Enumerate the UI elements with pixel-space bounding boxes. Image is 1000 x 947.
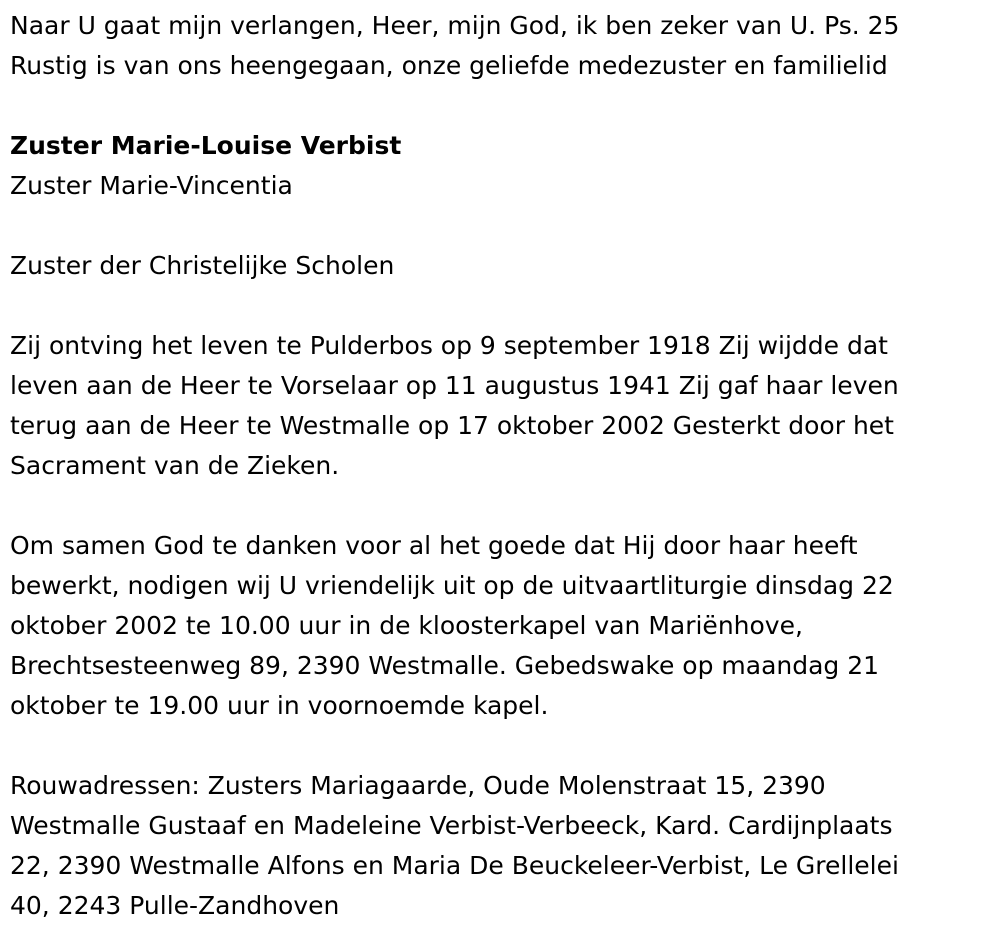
- deceased-name: Zuster Marie-Louise Verbist: [10, 131, 402, 160]
- invitation-paragraph-line: bewerkt, nodigen wij U vriendelijk uit op de uitvaartliturgie dinsdag 22: [10, 571, 894, 600]
- obituary-document: [10, 6, 995, 926]
- condolences-paragraph-line: 40, 2243 Pulle-Zandhoven: [10, 891, 340, 920]
- spacer: [10, 726, 995, 766]
- life-paragraph-line: terug aan de Heer te Westmalle op 17 oktober 2002 Gesterkt door het: [10, 411, 894, 440]
- life-paragraph-line: leven aan de Heer te Vorselaar op 11 augustus 1941 Zij gaf haar leven: [10, 371, 899, 400]
- congregation: Zuster der Christelijke Scholen: [10, 251, 395, 280]
- intro-psalm-line: Naar U gaat mijn verlangen, Heer, mijn God, ik ben zeker van U. Ps. 25: [10, 11, 900, 40]
- intro-announcement-line: Rustig is van ons heengegaan, onze geliefde medezuster en familielid: [10, 51, 888, 80]
- condolences-paragraph-line: Westmalle Gustaaf en Madeleine Verbist-Verbeeck, Kard. Cardijnplaats: [10, 811, 893, 840]
- spacer: [10, 486, 995, 526]
- spacer: [10, 206, 995, 246]
- religious-name: Zuster Marie-Vincentia: [10, 171, 293, 200]
- life-paragraph-line: Sacrament van de Zieken.: [10, 451, 340, 480]
- life-paragraph-line: Zij ontving het leven te Pulderbos op 9 september 1918 Zij wijdde dat: [10, 331, 888, 360]
- condolences-paragraph-line: Rouwadressen: Zusters Mariagaarde, Oude Molenstraat 15, 2390: [10, 771, 826, 800]
- condolences-paragraph-line: 22, 2390 Westmalle Alfons en Maria De Beuckeleer-Verbist, Le Grellelei: [10, 851, 899, 880]
- spacer: [10, 86, 995, 126]
- invitation-paragraph-line: oktober 2002 te 10.00 uur in de kloosterkapel van Mariënhove,: [10, 611, 803, 640]
- spacer: [10, 286, 995, 326]
- invitation-paragraph-line: Om samen God te danken voor al het goede dat Hij door haar heeft: [10, 531, 858, 560]
- invitation-paragraph-line: Brechtsesteenweg 89, 2390 Westmalle. Gebedswake op maandag 21: [10, 651, 880, 680]
- invitation-paragraph-line: oktober te 19.00 uur in voornoemde kapel.: [10, 691, 549, 720]
